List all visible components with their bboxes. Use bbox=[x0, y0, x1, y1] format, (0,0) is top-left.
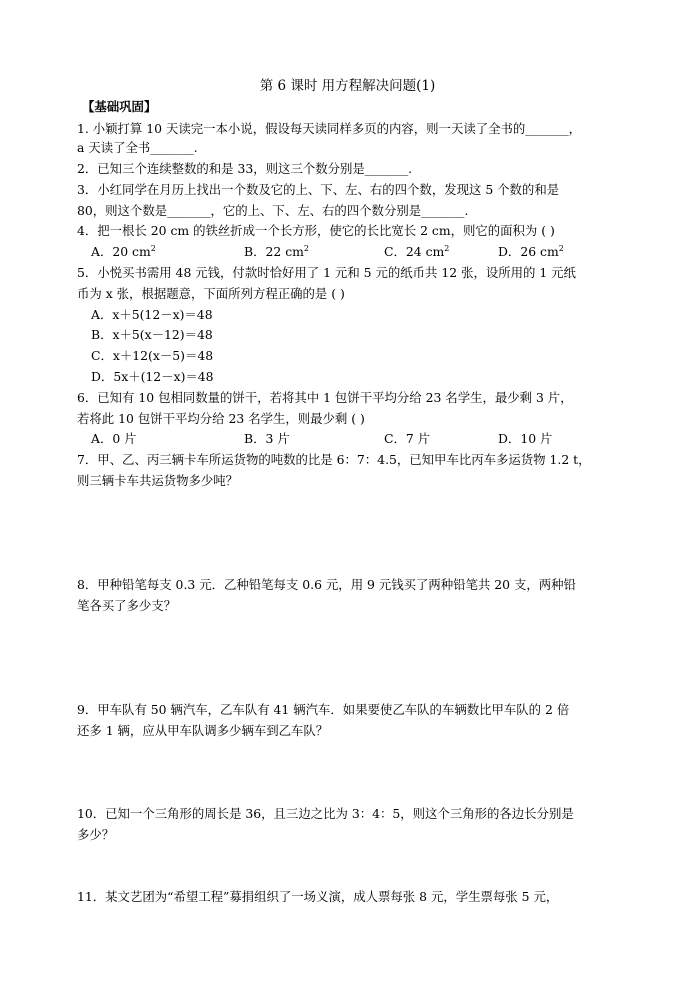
page-title: 第 6 课时 用方程解决问题(1) bbox=[259, 78, 436, 94]
q11-line1: 11．某文艺团为“希望工程”募捐组织了一场义演，成人票每张 8 元，学生票每张 5 元， bbox=[77, 889, 559, 904]
q4-line1: 4．把一根长 20 cm 的铁丝折成一个长方形，使它的长比宽长 2 cm，则它的面积为 ( ) bbox=[77, 223, 555, 238]
q1-line1: 1. 小颖打算 10 天读完一本小说，假设每天读同样多页的内容，则一天读了全书的_______， bbox=[77, 121, 582, 136]
q9-line1: 9．甲车队有 50 辆汽车，乙车队有 41 辆汽车．如果要使乙车队的车辆数比甲车队的 2 倍 bbox=[77, 702, 570, 717]
q5-option-a: A．x＋5(12－x)＝48 bbox=[91, 307, 213, 322]
q10-line1: 10．已知一个三角形的周长是 36，且三边之比为 3：4：5，则这个三角形的各边长分别是 bbox=[77, 806, 574, 821]
q6-option-a: A．0 片 bbox=[91, 431, 137, 446]
q6-line2: 若将此 10 包饼干平均分给 23 名学生，则最少剩 ( ) bbox=[77, 411, 365, 426]
q3-line1: 3．小红同学在月历上找出一个数及它的上、下、左、右的四个数，发现这 5 个数的和是 bbox=[77, 182, 560, 197]
q5-line2: 币为 x 张，根据题意，下面所列方程正确的是 ( ) bbox=[77, 286, 345, 301]
q6-option-c: C．7 片 bbox=[384, 431, 431, 446]
q5-option-b: B．x＋5(x－12)＝48 bbox=[91, 327, 213, 342]
q5-line1: 5．小悦买书需用 48 元钱，付款时恰好用了 1 元和 5 元的纸币共 12 张，设所用的 1 元纸 bbox=[77, 265, 576, 280]
q1-line2: a 天读了全书_______. bbox=[77, 140, 198, 155]
q2-line1: 2．已知三个连续整数的和是 33，则这三个数分别是_______. bbox=[77, 161, 413, 176]
q10-line2: 多少？ bbox=[77, 827, 115, 842]
q4-option-a: A．20 $cm^2$ bbox=[91, 243, 156, 259]
q8-line2: 笔各买了多少支？ bbox=[77, 598, 177, 613]
q6-line1: 6．已知有 10 包相同数量的饼干，若将其中 1 包饼干平均分给 23 名学生，最少剩 3 片， bbox=[77, 390, 573, 405]
q4-option-c: C．24 $cm^2$ bbox=[384, 243, 450, 259]
q7-line2: 则三辆卡车共运货物多少吨？ bbox=[77, 473, 239, 488]
q3-line2: 80，则这个数是_______，它的上、下、左、右的四个数分别是_______. bbox=[77, 203, 469, 218]
q4-option-d: D．26 $cm^2$ bbox=[498, 243, 564, 259]
section-heading: 【基础巩固】 bbox=[82, 99, 157, 114]
q6-option-d: D．10 片 bbox=[498, 431, 553, 446]
q7-line1: 7．甲、乙、丙三辆卡车所运货物的吨数的比是 6：7：4.5，已知甲车比丙车多运货物 1.2 t， bbox=[77, 452, 591, 467]
q5-option-d: D．5x＋(12－x)＝48 bbox=[91, 369, 214, 384]
q6-option-b: B．3 片 bbox=[244, 431, 290, 446]
q8-line1: 8．甲种铅笔每支 0.3 元．乙种铅笔每支 0.6 元，用 9 元钱买了两种铅笔共 20 支，两种铅 bbox=[77, 577, 576, 592]
q4-option-b: B．22 $cm^2$ bbox=[244, 243, 309, 259]
q9-line2: 还多 1 辆，应从甲车队调多少辆车到乙车队？ bbox=[77, 723, 329, 738]
q5-option-c: C．x＋12(x－5)＝48 bbox=[91, 348, 214, 363]
